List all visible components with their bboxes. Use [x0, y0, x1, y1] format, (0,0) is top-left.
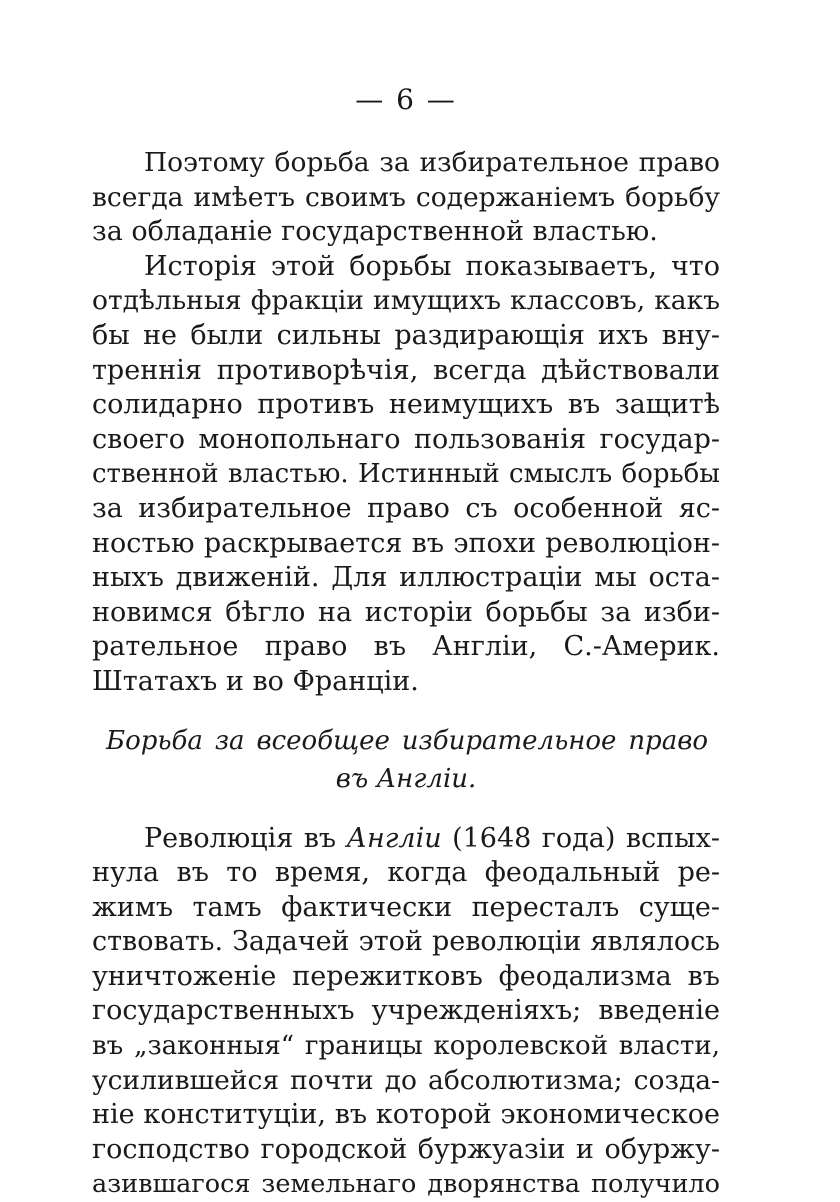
- text-segment: Революція въ: [144, 823, 347, 854]
- paragraph-1: [92, 146, 720, 250]
- text-line: ствовать. Задачей этой революціи являлось: [92, 925, 720, 960]
- text-line: [92, 822, 720, 857]
- text-line: государственныхъ учрежденіяхъ; введеніе: [92, 994, 720, 1029]
- heading-line: въ Англіи.: [92, 760, 720, 798]
- section-heading: [92, 722, 720, 798]
- text-line: своего монопольнаго пользованія государ-: [92, 423, 720, 458]
- text-line: отдѣльныя фракціи имущихъ классовъ, какъ: [92, 284, 720, 319]
- text-line: ностью раскрывается въ эпохи революціон-: [92, 527, 720, 562]
- text-segment: (1648 года) вспых-: [442, 823, 720, 854]
- text-line: солидарно противъ неимущихъ въ защитѣ: [92, 388, 720, 423]
- book-page: [92, 82, 720, 1202]
- text-line: треннія противорѣчія, всегда дѣйствовали: [92, 354, 720, 389]
- text-line: Поэтому борьба за избирательное право: [92, 146, 720, 181]
- text-line: бы не были сильны раздирающія ихъ вну-: [92, 319, 720, 354]
- text-line: за обладаніе государственной властью.: [92, 215, 720, 250]
- page-number: — 6 —: [92, 82, 720, 118]
- paragraph-2: [92, 250, 720, 700]
- text-line: нула въ то время, когда феодальный ре-: [92, 856, 720, 891]
- text-line: ныхъ движеній. Для иллюстраціи мы оста-: [92, 561, 720, 596]
- text-line: ніе конституціи, въ которой экономическое: [92, 1098, 720, 1133]
- text-line: усилившейся почти до абсолютизма; созда-: [92, 1064, 720, 1099]
- text-line: жимъ тамъ фактически пересталъ суще-: [92, 891, 720, 926]
- text-line: ственной властью. Истинный смыслъ борьбы: [92, 457, 720, 492]
- text-line: уничтоженіе пережитковъ феодализма въ: [92, 960, 720, 995]
- text-line: новимся бѣгло на исторіи борьбы за изби-: [92, 596, 720, 631]
- text-line: въ „законныя“ границы королевской власти,: [92, 1029, 720, 1064]
- text-line: рательное право въ Англіи, С.-Америк.: [92, 630, 720, 665]
- text-line: Штатахъ и во Франціи.: [92, 665, 720, 700]
- paragraph-3: [92, 822, 720, 1202]
- emphasized-text: Англіи: [347, 823, 442, 854]
- heading-line: Борьба за всеобщее избирательное право: [92, 722, 720, 760]
- text-line: Исторія этой борьбы показываетъ, что: [92, 250, 720, 285]
- text-line: господство городской буржуазіи и обуржу-: [92, 1133, 720, 1168]
- text-line: всегда имѣетъ своимъ содержаніемъ борьбу: [92, 181, 720, 216]
- text-line: азившагося земельнаго дворянства получило: [92, 1167, 720, 1202]
- text-line: за избирательное право съ особенной яс-: [92, 492, 720, 527]
